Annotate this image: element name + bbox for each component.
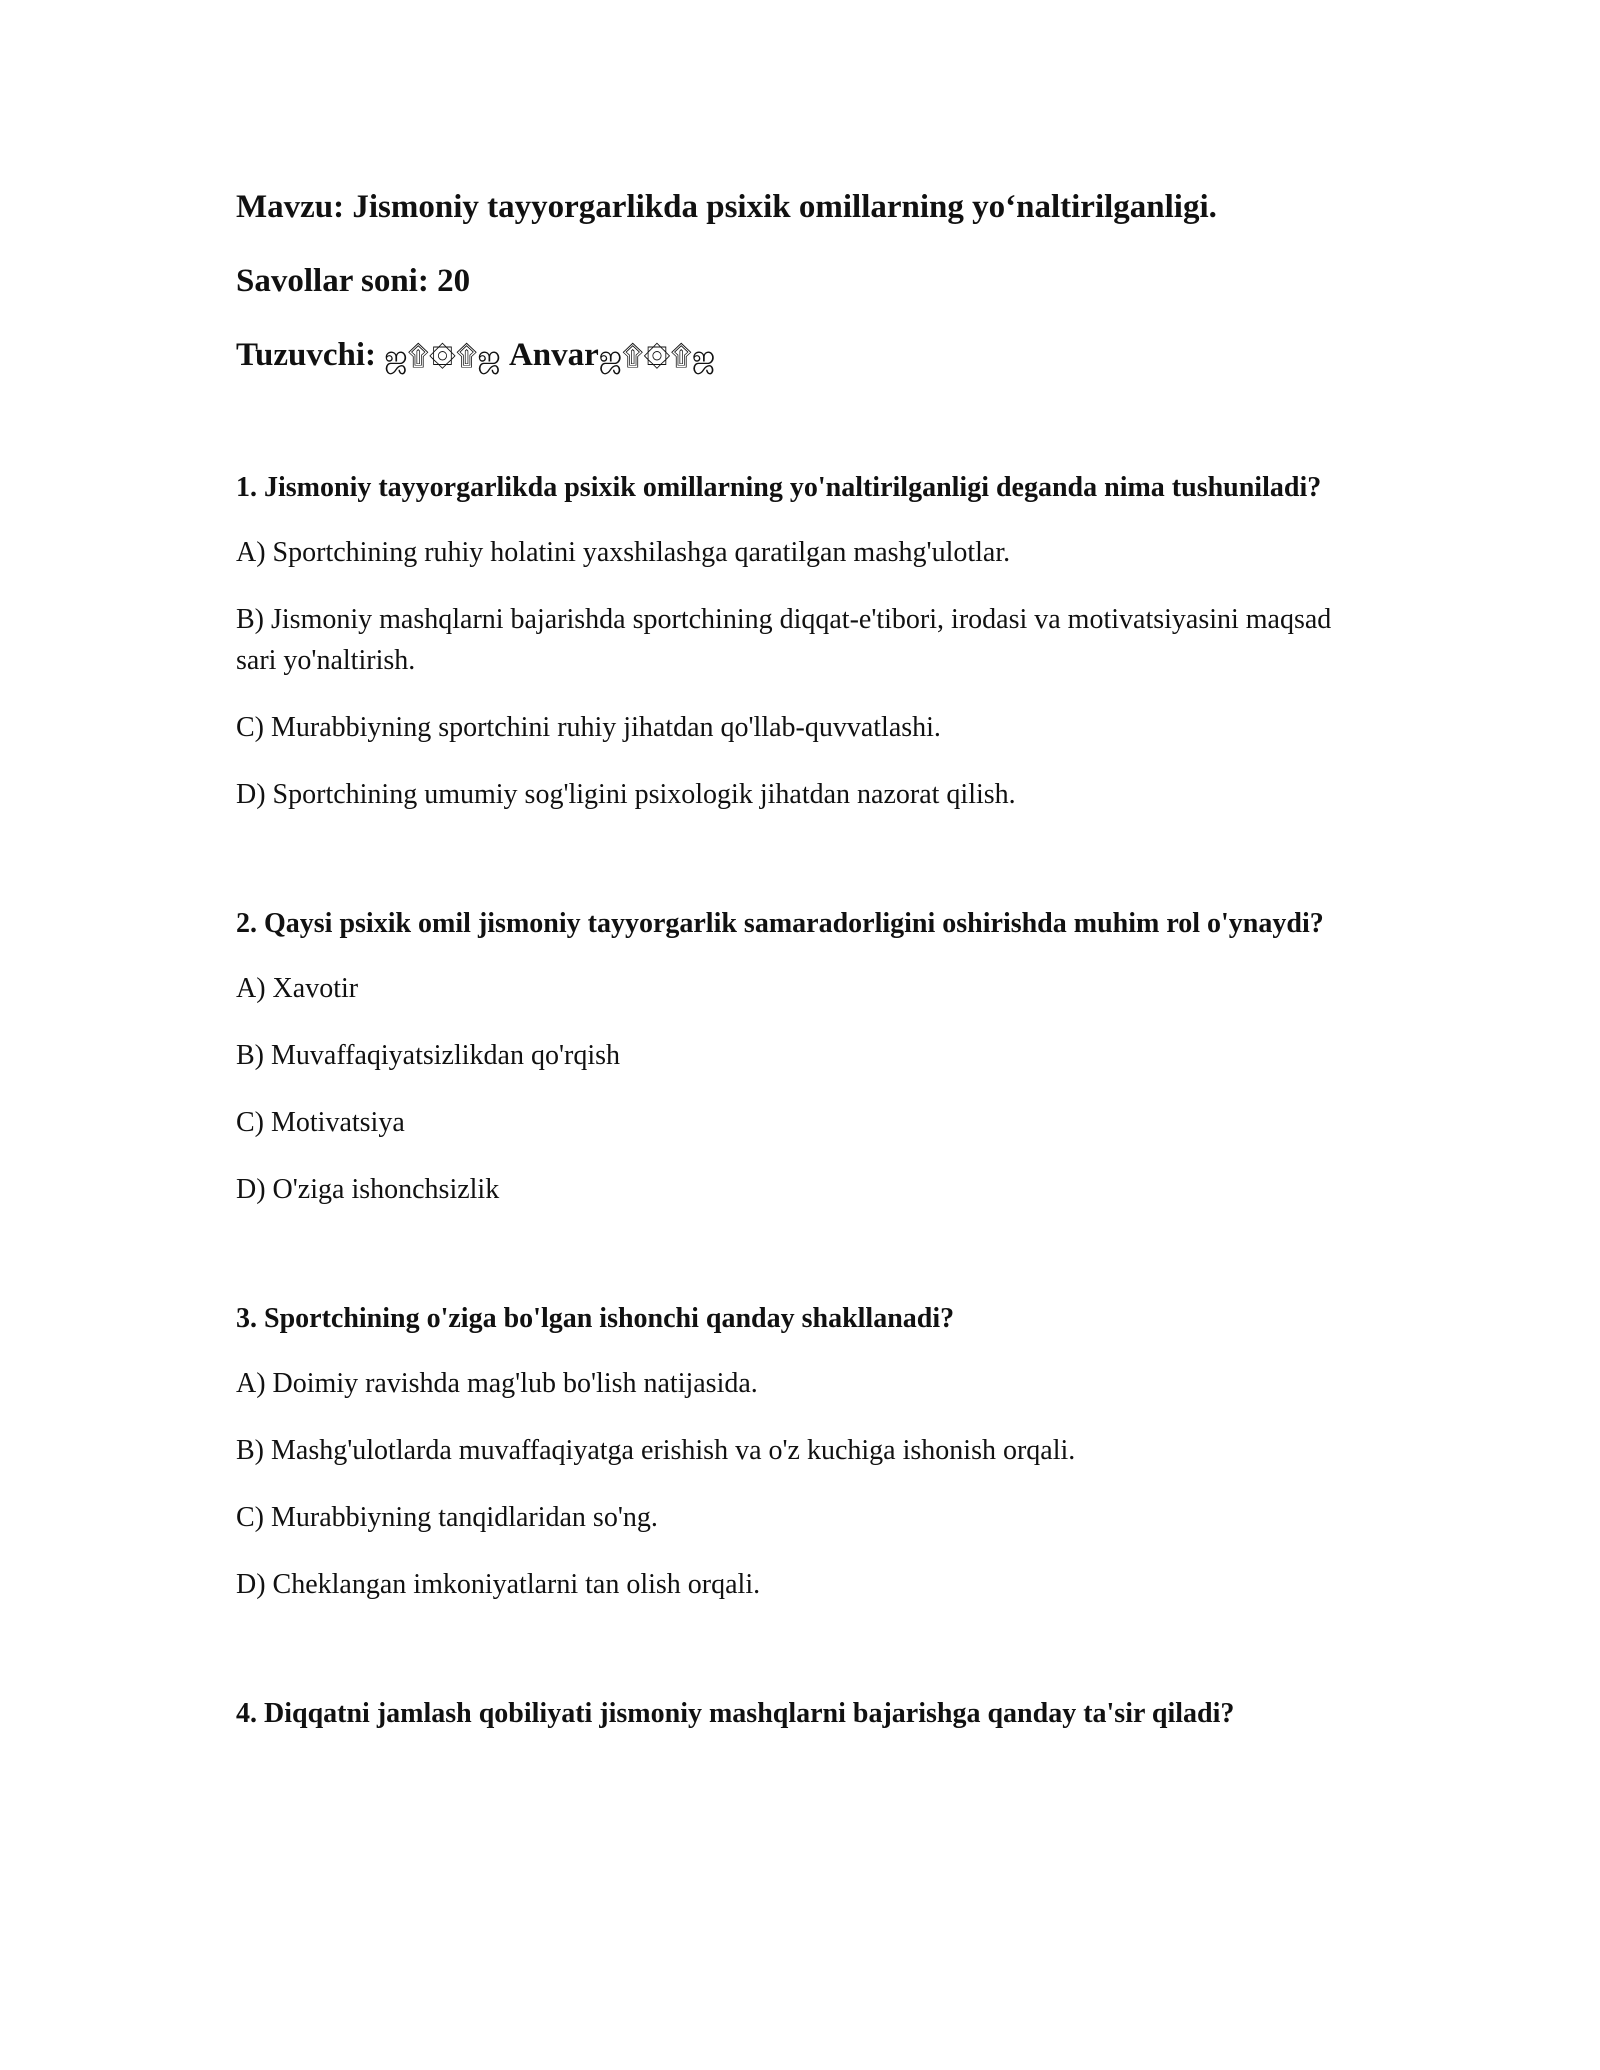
document-header — [236, 186, 1376, 377]
question-1 — [236, 467, 1376, 815]
question-text: 2. Qaysi psixik omil jismoniy tayyorgarlik samaradorligini oshirishda muhim rol o'ynaydi? — [236, 908, 1324, 939]
question-3 — [236, 1298, 1376, 1605]
option-a: A) Xavotir — [236, 973, 359, 1004]
option-d: D) Sportchining umumiy sog'ligini psixologik jihatdan nazorat qilish. — [236, 779, 1016, 810]
ornament-right: ஜ۩۞۩ஜ — [598, 339, 716, 372]
option-b: B) Muvaffaqiyatsizlikdan qo'rqish — [236, 1040, 621, 1071]
question-text: 4. Diqqatni jamlash qobiliyati jismoniy mashqlarni bajarishga qanday ta'sir qiladi? — [236, 1698, 1235, 1729]
ornament-left: ஜ۩۞۩ஜ — [384, 339, 501, 372]
option-a: A) Doimiy ravishda mag'lub bo'lish natijasida. — [236, 1368, 758, 1399]
question-4 — [236, 1693, 1376, 1734]
topic-title: Mavzu: Jismoniy tayyorgarlikda psixik omillarning yo‘naltirilganligi. — [236, 189, 1217, 225]
author-name: Anvar — [508, 337, 599, 373]
author-line — [236, 334, 1376, 377]
option-c: C) Murabbiyning sportchini ruhiy jihatdan qo'llab-quvvatlashi. — [236, 712, 941, 743]
option-d: D) O'ziga ishonchsizlik — [236, 1174, 500, 1205]
option-c: C) Murabbiyning tanqidlaridan so'ng. — [236, 1502, 658, 1533]
option-c: C) Motivatsiya — [236, 1107, 405, 1138]
option-d: D) Cheklangan imkoniyatlarni tan olish orqali. — [236, 1569, 761, 1600]
question-count: Savollar soni: 20 — [236, 263, 471, 299]
document-page — [236, 186, 1376, 1822]
option-b: B) Jismoniy mashqlarni bajarishda sportchining diqqat-e'tibori, irodasi va motivatsiyasini maqsad sari yo'naltirish. — [236, 604, 1332, 676]
question-text: 3. Sportchining o'ziga bo'lgan ishonchi qanday shakllanadi? — [236, 1303, 955, 1334]
question-text: 1. Jismoniy tayyorgarlikda psixik omillarning yo'naltirilganligi deganda nima tushuniladi? — [236, 472, 1322, 503]
option-a: A) Sportchining ruhiy holatini yaxshilashga qaratilgan mashg'ulotlar. — [236, 537, 1011, 568]
author-label: Tuzuvchi: — [236, 337, 376, 373]
option-b: B) Mashg'ulotlarda muvaffaqiyatga erishish va o'z kuchiga ishonish orqali. — [236, 1435, 1076, 1466]
question-2 — [236, 903, 1376, 1210]
